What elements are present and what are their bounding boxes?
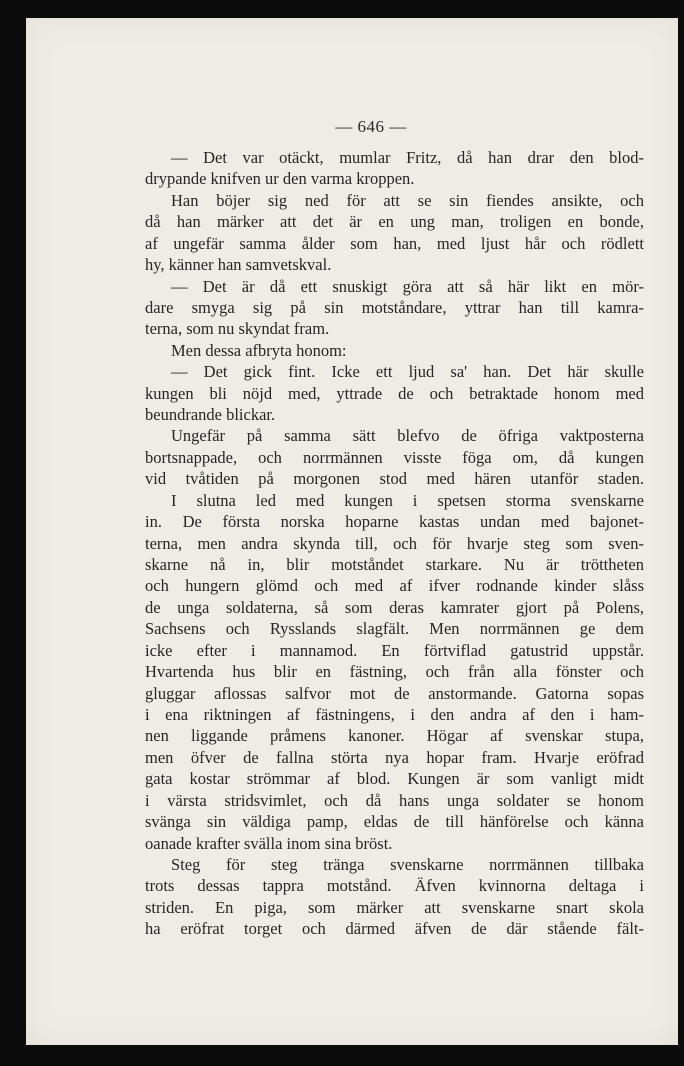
text-line: — Det var otäckt, mumlar Fritz, då han drar den blod- bbox=[171, 148, 644, 167]
text-line: — Det är då ett snuskigt göra att så här likt en mör- bbox=[171, 276, 644, 296]
text-line: dare smyga sig på sin motståndare, yttrar han till kamra- bbox=[145, 297, 644, 317]
text-line: svänga sin väldiga pamp, eldas de till hänförelse och känna bbox=[145, 812, 644, 832]
text-line: i värsta stridsvimlet, och då hans unga soldater se honom bbox=[145, 790, 644, 810]
page-number: — 646 — bbox=[335, 117, 407, 136]
text-line: nen liggande pråmens kanoner. Högar af svenskar stupa, bbox=[145, 726, 644, 746]
book-page bbox=[26, 18, 678, 1045]
text-line: striden. En piga, som märker att svenskarne snart skola bbox=[145, 897, 644, 917]
text-line: Men dessa afbryta honom: bbox=[171, 340, 347, 360]
text-line: in. De första norska hoparne kastas undan med bajonet- bbox=[145, 512, 644, 532]
text-line: bortsnappade, och norrmännen visste föga om, då kungen bbox=[145, 447, 644, 467]
text-line: Hvartenda hus blir en fästning, och från alla fönster och bbox=[145, 662, 644, 682]
text-line: terna, men andra skynda till, och för hvarje steg som sven- bbox=[145, 533, 644, 553]
text-line: gluggar aflossas salfvor mot de anstormande. Gatorna sopas bbox=[145, 683, 644, 703]
text-line: Sachsens och Rysslands slagfält. Men norrmännen ge dem bbox=[145, 619, 644, 639]
text-line: ha eröfrat torget och därmed äfven de där stående fält- bbox=[145, 919, 644, 939]
text-line: terna, som nu skyndat fram. bbox=[145, 319, 330, 339]
text-line: men öfver de fallna störta nya hopar fram. Hvarje eröfrad bbox=[145, 747, 644, 767]
text-line: Ungefär på samma sätt blefvo de öfriga vaktposterna bbox=[171, 426, 644, 446]
body-text bbox=[145, 147, 644, 940]
text-line: drypande knifven ur den varma kroppen. bbox=[145, 169, 415, 189]
text-line: kungen bli nöjd med, yttrade de och betraktade honom med bbox=[145, 383, 644, 403]
text-line: Steg för steg tränga svenskarne norrmännen tillbaka bbox=[171, 854, 644, 874]
text-line: trots dessas tappra motstånd. Äfven kvinnorna deltaga i bbox=[145, 876, 644, 896]
text-line: vid tvåtiden på morgonen stod med hären utanför staden. bbox=[145, 469, 644, 489]
text-line: Han böjer sig ned för att se sin fiendes ansikte, och bbox=[171, 190, 644, 210]
text-line: gata kostar strömmar af blod. Kungen är som vanligt midt bbox=[145, 769, 644, 789]
text-line: oanade krafter svälla inom sina bröst. bbox=[145, 833, 393, 853]
text-line: af ungefär samma ålder som han, med ljust hår och rödlett bbox=[145, 233, 644, 253]
text-line: i ena riktningen af fästningens, i den andra af den i ham- bbox=[145, 704, 644, 724]
text-line: — Det gick fint. Icke ett ljud sa' han. Det här skulle bbox=[171, 362, 644, 382]
text-line: de unga soldaterna, så som deras kamrater gjort på Polens, bbox=[145, 597, 644, 617]
text-line: hy, känner han samvetskval. bbox=[145, 255, 332, 275]
text-line: skarne nå in, blir motståndet starkare. Nu är tröttheten bbox=[145, 555, 644, 575]
text-line: och hungern glömd och med af ifver rodnande kinder slåss bbox=[145, 576, 644, 596]
text-line: då han märker att det är en ung man, troligen en bonde, bbox=[145, 212, 644, 232]
text-line: icke efter i mannamod. En förtviflad gatustrid uppstår. bbox=[145, 640, 644, 660]
text-line: I slutna led med kungen i spetsen storma svenskarne bbox=[171, 490, 644, 510]
text-line: beundrande blickar. bbox=[145, 405, 276, 425]
